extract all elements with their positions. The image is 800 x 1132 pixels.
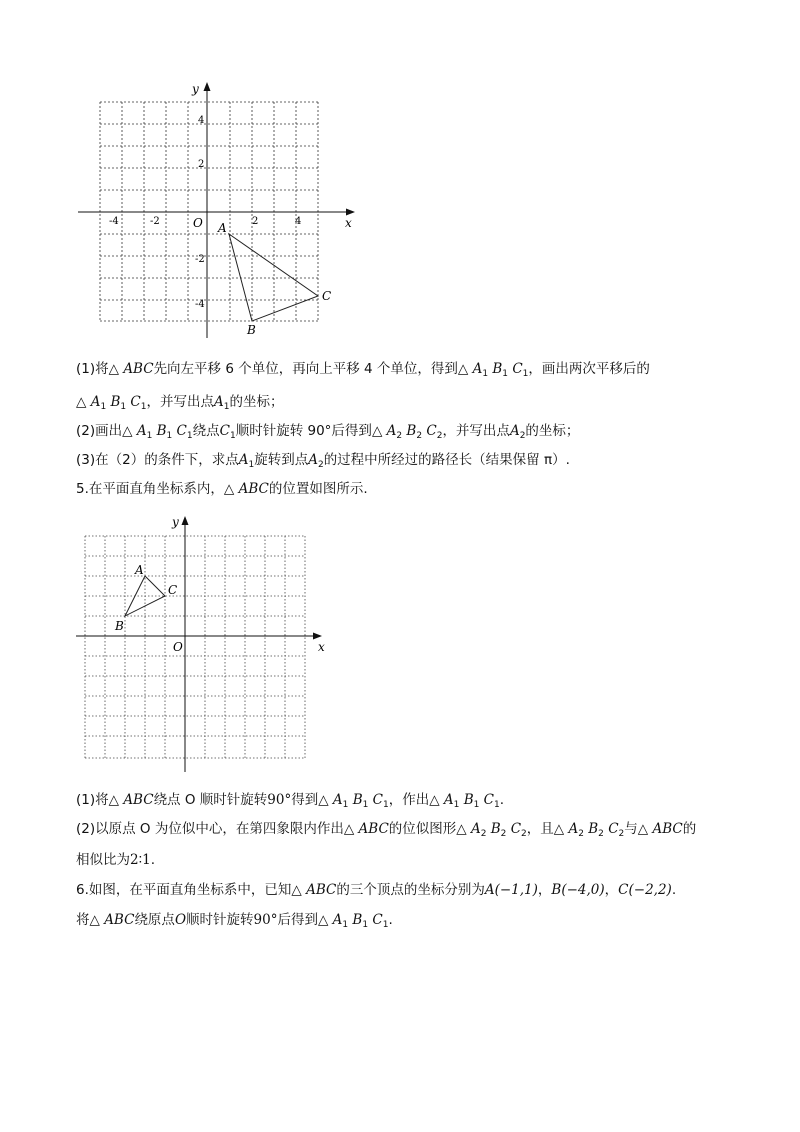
text-span: 先向左平移 6 个单位，再向上平移 4 个单位，得到 xyxy=(153,361,458,377)
triangle-symbol: △ xyxy=(317,912,329,928)
math-b: B xyxy=(110,394,121,410)
triangle-symbol: △ xyxy=(89,912,100,928)
subscript: 2 xyxy=(578,829,584,839)
math-abc: ABC xyxy=(123,792,154,808)
subscript: 2 xyxy=(598,829,604,839)
y-axis-arrow-1 xyxy=(204,82,211,91)
math-a: A xyxy=(470,821,481,837)
text-span: 绕点 O 顺时针旋转 xyxy=(153,792,268,808)
triangle-abc-1 xyxy=(229,234,318,321)
math-a: A xyxy=(308,452,318,468)
text-span: 绕原点 xyxy=(134,912,175,928)
math-abc: ABC xyxy=(238,481,269,497)
subscript: 1 xyxy=(120,402,127,412)
text-span: ，并写出点 xyxy=(442,423,510,439)
text-span: (1)将 xyxy=(76,792,109,808)
subscript: 2 xyxy=(500,829,507,839)
text-span: 后得到 xyxy=(277,912,318,928)
text-span: (1)将 xyxy=(76,361,109,377)
subscript: 2 xyxy=(521,829,527,839)
x-axis-label-2: x xyxy=(318,640,325,654)
x-axis-arrow-2 xyxy=(313,633,322,640)
triangle-symbol: △ xyxy=(318,792,329,808)
math-o: O xyxy=(174,912,187,928)
axes-2 xyxy=(76,520,318,772)
math-a: A xyxy=(443,792,454,808)
subscript: 1 xyxy=(362,920,369,930)
q6-line2 xyxy=(76,910,393,930)
text-span: ，且 xyxy=(526,821,554,837)
coordinate-a: A(−1,1) xyxy=(484,882,538,898)
triangle-symbol: △ xyxy=(223,481,235,497)
text-span: (2)画出 xyxy=(76,423,123,439)
math-abc: ABC xyxy=(104,912,135,928)
q4-part2 xyxy=(76,421,579,441)
subscript: 1 xyxy=(342,800,349,810)
q4-part3 xyxy=(76,450,570,470)
math-c: C xyxy=(608,821,619,837)
triangle-symbol: △ xyxy=(291,882,302,898)
triangle-symbol: △ xyxy=(343,821,355,837)
math-a: A xyxy=(332,792,343,808)
math-a: A xyxy=(136,423,147,439)
subscript: 2 xyxy=(317,460,324,470)
point-label-a: A xyxy=(135,563,144,577)
math-abc: ABC xyxy=(123,361,154,377)
math-c: C xyxy=(219,423,230,439)
y-axis-arrow-2 xyxy=(182,516,189,525)
math-c: C xyxy=(372,912,383,928)
subscript: 1 xyxy=(382,920,389,930)
x-tick-label: -2 xyxy=(150,216,160,227)
subscript: 1 xyxy=(482,369,489,379)
q4-part1-line1 xyxy=(76,359,650,379)
text-span: . xyxy=(388,912,393,928)
y-tick-label: 4 xyxy=(198,115,205,126)
text-span: 旋转到点 xyxy=(254,452,309,468)
math-a: A xyxy=(238,452,249,468)
y-tick-label: -2 xyxy=(195,254,205,265)
text-span: ， xyxy=(604,882,619,898)
subscript: 1 xyxy=(342,920,349,930)
text-span: (3)在（2）的条件下，求点 xyxy=(76,452,239,468)
y-tick-label: -4 xyxy=(195,299,205,310)
text-span: 与 xyxy=(624,821,638,837)
text-span: 得到 xyxy=(291,792,319,808)
math-b: B xyxy=(352,792,363,808)
math-a: A xyxy=(568,821,579,837)
coordinate-figure-1 xyxy=(70,78,370,340)
math-c: C xyxy=(483,792,494,808)
point-label-b: B xyxy=(115,619,124,633)
subscript: 1 xyxy=(473,800,480,810)
triangle-symbol: △ xyxy=(456,821,467,837)
math-b: B xyxy=(492,361,503,377)
text-span: ，画出两次平移后的 xyxy=(528,361,650,377)
math-angle: 90° xyxy=(267,792,292,808)
subscript: 1 xyxy=(140,402,147,412)
subscript: 2 xyxy=(519,431,526,441)
subscript: 2 xyxy=(416,431,423,441)
text-span: 的三个顶点的坐标分别为 xyxy=(336,882,485,898)
math-a: A xyxy=(214,394,224,410)
math-a: A xyxy=(386,423,397,439)
q5-part2-line1 xyxy=(76,819,696,839)
subscript: 1 xyxy=(522,369,529,379)
math-a: A xyxy=(332,912,343,928)
triangle-symbol: △ xyxy=(108,361,120,377)
point-label-c: C xyxy=(168,583,178,597)
text-span: . xyxy=(499,792,505,808)
grid-2 xyxy=(85,536,305,758)
q5-part1 xyxy=(76,790,504,810)
math-angle: 90° xyxy=(253,912,278,928)
math-b: B xyxy=(352,912,363,928)
text-span: . xyxy=(150,852,155,868)
subscript: 1 xyxy=(146,431,153,441)
coordinate-c: C(−2,2) xyxy=(618,882,672,898)
y-axis-label-2: y xyxy=(172,515,179,529)
subscript: 1 xyxy=(100,402,107,412)
text-span: ，作出 xyxy=(388,792,430,808)
text-span: 相似比为 xyxy=(76,852,130,868)
triangle-symbol: △ xyxy=(553,821,565,837)
triangle-symbol: △ xyxy=(108,792,120,808)
math-a: A xyxy=(90,394,101,410)
math-ratio: 2∶1 xyxy=(130,852,151,868)
y-axis-label-1: y xyxy=(192,82,199,96)
math-c: C xyxy=(512,361,523,377)
math-c: C xyxy=(130,394,141,410)
triangle-symbol: △ xyxy=(637,821,649,837)
subscript: 1 xyxy=(382,800,389,810)
coordinate-figure-2 xyxy=(70,510,335,778)
subscript: 1 xyxy=(502,369,509,379)
coordinate-b: B(−4,0) xyxy=(551,882,605,898)
math-abc: ABC xyxy=(652,821,683,837)
subscript: 2 xyxy=(436,431,443,441)
math-abc: ABC xyxy=(306,882,337,898)
text-span: 的坐标； xyxy=(525,423,580,439)
text-span: (2)以原点 O 为位似中心，在第四象限内作出 xyxy=(76,821,344,837)
text-span: 的 xyxy=(682,821,697,837)
q6-line1 xyxy=(76,880,676,900)
text-span: 顺时针旋转 xyxy=(186,912,254,928)
subscript: 1 xyxy=(223,402,230,412)
subscript: 1 xyxy=(186,431,193,441)
triangle-symbol: △ xyxy=(457,361,469,377)
text-span: ，并写出点 xyxy=(146,394,214,410)
subscript: 1 xyxy=(453,800,460,810)
triangle-symbol: △ xyxy=(429,792,440,808)
text-span: 的位似图形 xyxy=(388,821,457,837)
math-a: A xyxy=(472,361,483,377)
text-span: ， xyxy=(537,882,552,898)
q5-intro xyxy=(76,479,368,499)
q5-part2-line2 xyxy=(76,850,155,870)
triangle-symbol: △ xyxy=(122,423,133,439)
math-abc: ABC xyxy=(358,821,389,837)
triangle-symbol: △ xyxy=(371,423,383,439)
subscript: 2 xyxy=(618,829,625,839)
subscript: 1 xyxy=(493,800,500,810)
subscript: 1 xyxy=(166,431,173,441)
origin-label-1: O xyxy=(193,216,203,230)
math-b: B xyxy=(588,821,599,837)
math-a: A xyxy=(509,423,520,439)
text-span: 绕点 xyxy=(192,423,220,439)
subscript: 1 xyxy=(248,460,255,470)
math-c: C xyxy=(372,792,383,808)
math-c: C xyxy=(426,423,437,439)
text-span: 的坐标； xyxy=(229,394,284,410)
text-span: 的过程中所经过的路径长（结果保留 π）. xyxy=(323,452,570,468)
point-label-b: B xyxy=(247,323,256,337)
axes-1 xyxy=(78,86,352,338)
x-tick-label: -4 xyxy=(109,216,119,227)
x-axis-label-1: x xyxy=(345,216,352,230)
q4-part1-line2 xyxy=(76,392,283,412)
subscript: 1 xyxy=(229,431,236,441)
x-tick-label: 2 xyxy=(252,216,259,227)
subscript: 2 xyxy=(480,829,487,839)
math-c: C xyxy=(510,821,522,837)
text-span: . xyxy=(671,882,677,898)
math-b: B xyxy=(463,792,474,808)
subscript: 1 xyxy=(362,800,369,810)
text-span: 的位置如图所示. xyxy=(268,481,368,497)
math-b: B xyxy=(490,821,501,837)
origin-label-2: O xyxy=(173,640,183,654)
math-c: C xyxy=(176,423,187,439)
text-span: 6.如图，在平面直角坐标系中，已知 xyxy=(76,882,292,898)
text-span: 顺时针旋转 90°后得到 xyxy=(235,423,372,439)
x-axis-arrow-1 xyxy=(346,209,355,216)
x-tick-label: 4 xyxy=(295,216,302,227)
triangle-symbol: △ xyxy=(76,394,87,410)
math-b: B xyxy=(156,423,167,439)
subscript: 2 xyxy=(396,431,403,441)
y-tick-label: 2 xyxy=(198,159,205,170)
text-span: 将 xyxy=(76,912,90,928)
text-span: 5.在平面直角坐标系内， xyxy=(76,481,224,497)
point-label-c: C xyxy=(322,289,332,303)
math-b: B xyxy=(406,423,417,439)
point-label-a: A xyxy=(218,221,227,235)
